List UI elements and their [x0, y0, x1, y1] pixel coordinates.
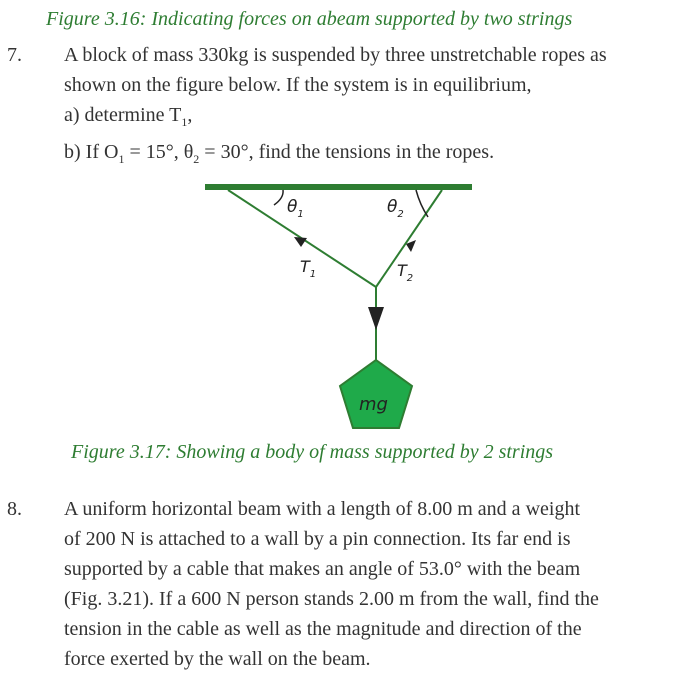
mass-label: mg — [359, 394, 388, 415]
figure-caption-mid: Figure 3.17: Showing a body of mass supported by 2 strings — [71, 441, 554, 463]
question-8-line: A uniform horizontal beam with a length of 8.00 m and a weight — [64, 498, 580, 520]
question-7-part-a: a) determine $T_1$, — [64, 104, 193, 129]
theta1-label: $\theta_1$ — [287, 197, 304, 220]
question-8-line: tension in the cable as well as the magnitude and direction of the — [64, 618, 582, 640]
question-8-line: of 200 N is attached to a wall by a pin connection. Its far end is — [64, 528, 571, 550]
question-7-line-2: shown on the figure below. If the system is in equilibrium, — [64, 74, 532, 96]
question-8-line: (Fig. 3.21). If a 600 N person stands 2.00 m from the wall, find the — [64, 588, 599, 610]
question-number-8: 8. — [7, 498, 22, 520]
theta2-label: $\theta_2$ — [387, 197, 404, 220]
question-7-part-b: b) If $O_1 = 15^\circ$, $\theta_2 = 30^\circ$, find the tensions in the ropes. — [64, 141, 495, 166]
figure-caption-top: Figure 3.16: Indicating forces on abeam supported by two strings — [46, 8, 573, 30]
t1-arrow — [294, 237, 307, 247]
t2-label: $T_2$ — [397, 261, 414, 284]
t1-label: $T_1$ — [300, 257, 317, 280]
weight-arrow — [368, 307, 384, 330]
question-number-7: 7. — [7, 44, 22, 66]
question-8-line: supported by a cable that makes an angle of 53.0° with the beam — [64, 558, 581, 580]
question-7-line-1: A block of mass 330kg is suspended by three unstretchable ropes as — [64, 44, 607, 66]
theta1-arc — [274, 190, 283, 205]
question-8-line: force exerted by the wall on the beam. — [64, 648, 371, 670]
theta2-arc — [416, 190, 428, 217]
